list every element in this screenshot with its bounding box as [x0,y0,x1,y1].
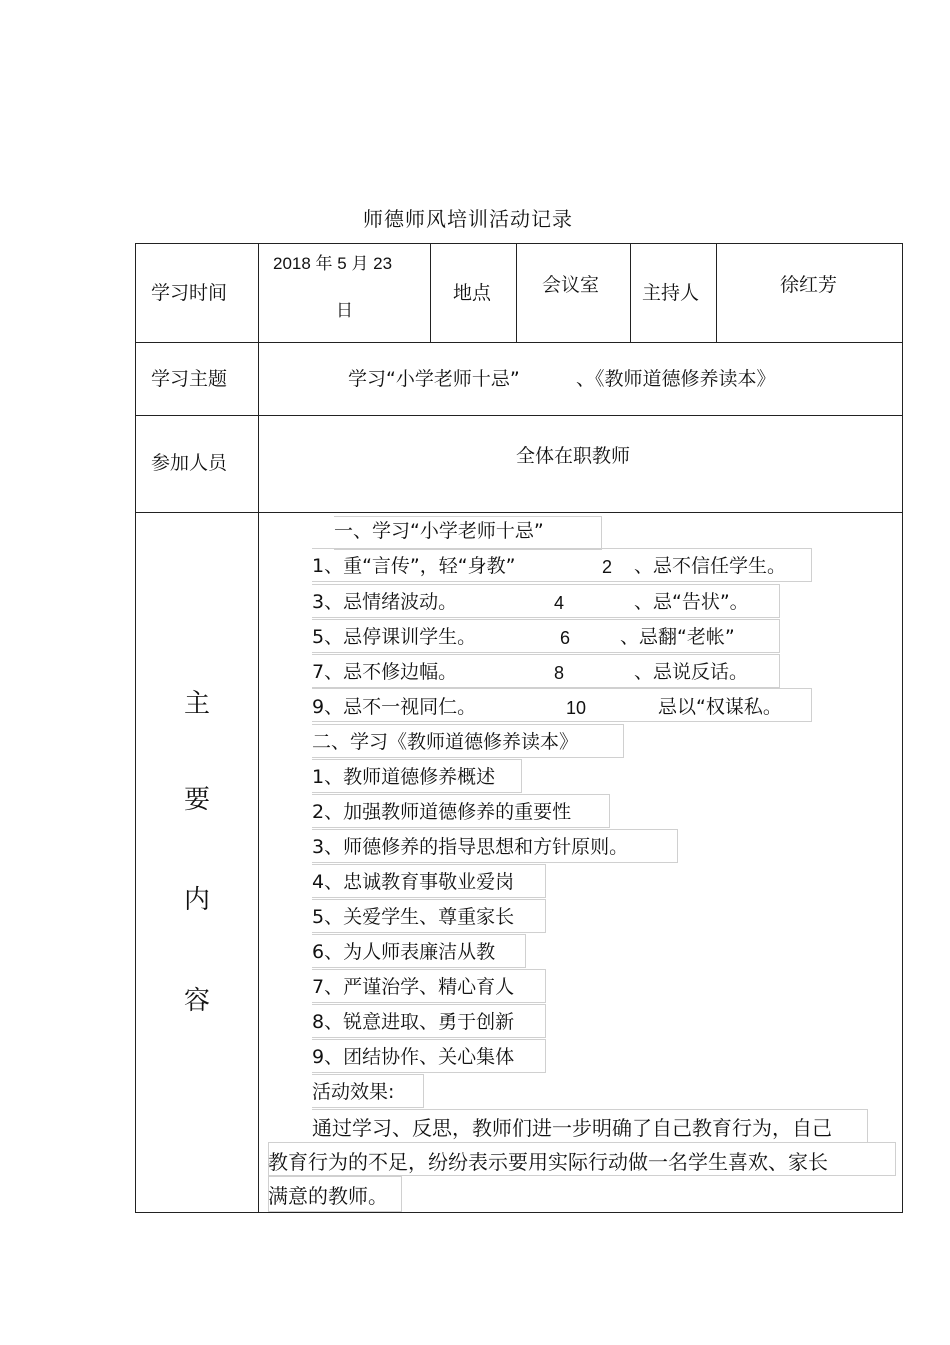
taboo-right: 、忌“告状”。 [634,591,749,613]
main-content-char: 主 [183,689,210,719]
taboo-number: 6 [560,628,571,648]
column-divider [516,244,517,342]
study-time-value-line1: 2018 年 5 月 23 [273,254,393,273]
book-item: 2、加强教师道德修养的重要性 [312,801,572,823]
main-content-char: 内 [183,885,210,915]
column-divider [430,244,431,342]
row-divider [136,415,902,416]
book-item: 7、严谨治学、精心育人 [312,976,515,998]
page-title: 师德师风培训活动记录 [363,207,573,231]
book-item: 5、关爱学生、尊重家长 [312,906,515,928]
study-topic-label: 学习主题 [151,368,228,390]
place-label: 地点 [453,282,492,304]
place-value: 会议室 [542,274,600,296]
taboo-right: 、忌不信任学生。 [634,555,787,577]
effect-line: 教育行为的不足，纷纷表示要用实际行动做一名学生喜欢、家长 [268,1150,828,1174]
host-label: 主持人 [642,282,700,304]
effect-line: 满意的教师。 [268,1184,388,1208]
study-topic-value-part2: 、《教师道德修养读本》 [576,368,776,390]
taboo-right: 忌以“权谋私。 [658,696,782,718]
taboo-left: 7、忌不修边幅。 [312,661,458,683]
book-item: 1、教师道德修养概述 [312,766,496,788]
book-item: 8、锐意进取、勇于创新 [312,1011,515,1033]
effect-label: 活动效果: [312,1081,395,1103]
study-time-value-line2: 日 [336,301,353,321]
taboo-left: 9、忌不一视同仁。 [312,696,477,718]
taboo-left: 3、忌情绪波动。 [312,591,458,613]
book-item: 4、忠诚教育事敬业爱岗 [312,871,515,893]
participants-value: 全体在职教师 [516,445,631,467]
section2-title: 二、学习《教师道德修养读本》 [312,731,579,753]
taboo-number: 4 [554,593,565,613]
host-value: 徐红芳 [780,274,838,296]
row-divider [136,342,902,343]
study-topic-value-part1: 学习“小学老师十忌” [348,368,520,390]
taboo-number: 2 [602,557,613,577]
taboo-left: 1、重“言传”，轻“身教” [312,555,516,577]
section1-title: 一、学习“小学老师十忌” [334,520,544,542]
participants-label: 参加人员 [151,452,228,474]
taboo-right: 、忌翻“老帐” [620,626,735,648]
row-divider [136,512,902,513]
taboo-number: 8 [554,663,565,683]
book-item: 6、为人师表廉洁从教 [312,941,496,963]
record-table [135,243,903,1213]
book-item: 9、团结协作、关心集体 [312,1046,515,1068]
column-divider [716,244,717,342]
column-divider [258,244,259,1212]
taboo-right: 、忌说反话。 [634,661,749,683]
book-item: 3、师德修养的指导思想和方针原则。 [312,836,629,858]
column-divider [630,244,631,342]
taboo-left: 5、忌停课训学生。 [312,626,477,648]
effect-line: 通过学习、反思，教师们进一步明确了自己教育行为，自己 [312,1116,832,1140]
taboo-number: 10 [566,698,587,718]
main-content-char: 要 [183,785,210,815]
main-content-char: 容 [183,986,210,1016]
study-time-label: 学习时间 [151,282,228,304]
